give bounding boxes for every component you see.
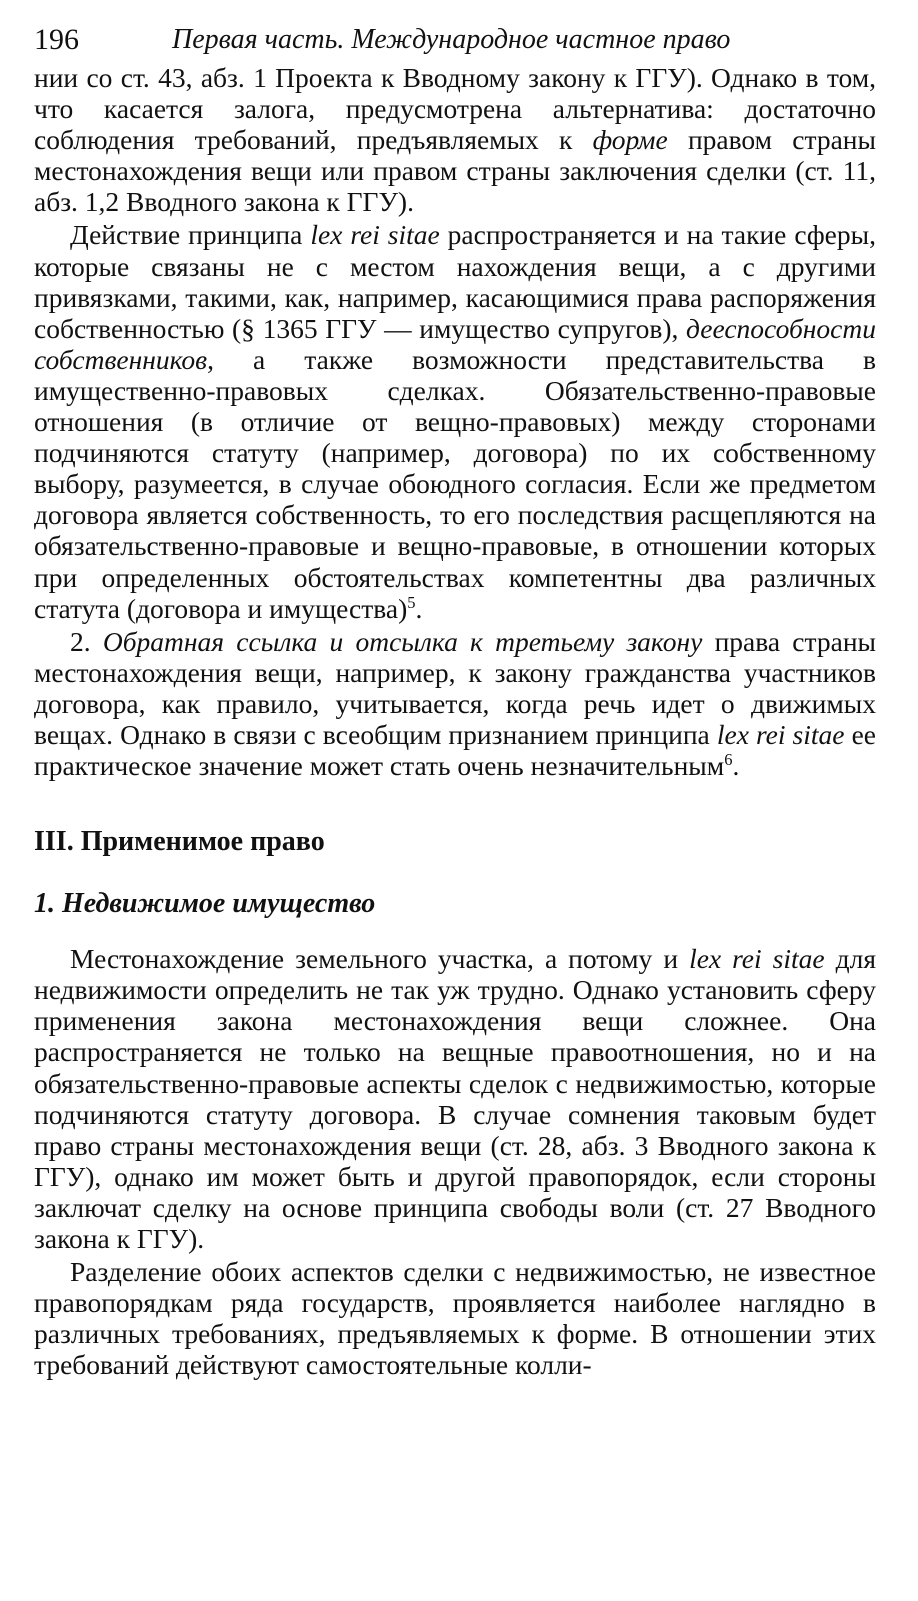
emphasis-term: lex rei sitae [689,943,825,975]
paragraph-real-estate [34,943,876,1254]
page-number: 196 [34,23,79,56]
paragraph-form-requirements [34,1256,876,1380]
book-page [34,14,876,1380]
emphasis-term: lex rei sitae [716,718,845,750]
emphasis-term: дееспособности собственников [34,312,876,375]
paragraph-text: . [415,592,423,624]
paragraph-continuation [34,62,876,217]
paragraph-text: . [732,750,740,782]
paragraph-text: ее практическое значение может стать очень незначительным [34,718,876,782]
footnote-ref: 5 [407,592,416,612]
running-head: Первая часть. Международное частное право [172,24,731,55]
paragraph-text: нии со ст. 43, абз. 1 Проекта к Вводному закону к ГГУ). Однако в том, что касается залога, предусмотрена альтернатива: достаточно соблюдения требований, предъявляемых к [34,62,876,156]
paragraph-text: , а также возможности представительства в имущественно-правовых сделках. Обязательственно-правовые отношения (в отличие от вещно-правовых) между сторонами подчиняются статуту (например, договора) по их собственному выбору, разумеется, в случае обоюдного согласия. Если же предметом договора является собственность, то его последствия расщепляются на обязательственно-правовые и вещно-правовые, в отношении которых при определенных обстоятельствах компетентны два различных статута (договора и имущества) [34,343,876,624]
footnote-ref: 6 [724,749,733,769]
paragraph-text: для недвижимости определить не так уж трудно. Однако установить сферу применения закона местонахождения вещи сложнее. Она распространяется не только на вещные правоотношения, но и на обязательственно-правовые аспекты сделок с недвижимостью, которые подчиняются статуту договора. В случае сомнения таковым будет право страны местонахождения вещи (ст. 28, абз. 3 Вводного закона к ГГУ), однако им может быть и другой правопорядок, если стороны заключат сделку на основе принципа свободы воли (ст. 27 Вводного закона к ГГУ). [34,943,876,1254]
paragraph-lex-rei-sitae-scope [34,219,876,623]
paragraph-text: распространяется и на такие сферы, которые связаны не с местом нахождения вещи, а с другими привязками, такими, как, например, касающимися права распоряжения собственностью (§ 1365 ГГУ — имущество супругов), [34,219,876,344]
emphasis-term: lex rei sitae [310,219,440,251]
paragraph-text: правом страны местонахождения вещи или правом страны заключения сделки (ст. 11, абз. 1,2 Вводного закона к ГГУ). [34,124,876,218]
paragraph-renvoi [34,626,876,781]
paragraph-text: Разделение обоих аспектов сделки с недвижимостью, не известное правопорядкам ряда государств, проявляется наиболее наглядно в различных требованиях, предъявляемых к форме. В отношении этих требований действуют самостоятельные колли- [34,1256,876,1381]
emphasis-term: Обратная ссылка и отсылка к третьему закону [102,625,703,657]
paragraph-text: Действие принципа [70,219,311,251]
paragraph-text: 2. [70,625,103,657]
section-heading: III. Применимое право [34,826,325,858]
paragraph-text: права страны местонахождения вещи, например, к закону гражданства участников договора, как правило, учитывается, когда речь идет о движимых вещах. Однако в связи с всеобщим признанием принципа [34,625,877,750]
page-header [34,14,876,62]
emphasis-term: форме [592,124,668,156]
subsection-heading: 1. Недвижимое имущество [34,888,376,920]
paragraph-text: Местонахождение земельного участка, а потому и [70,943,690,975]
